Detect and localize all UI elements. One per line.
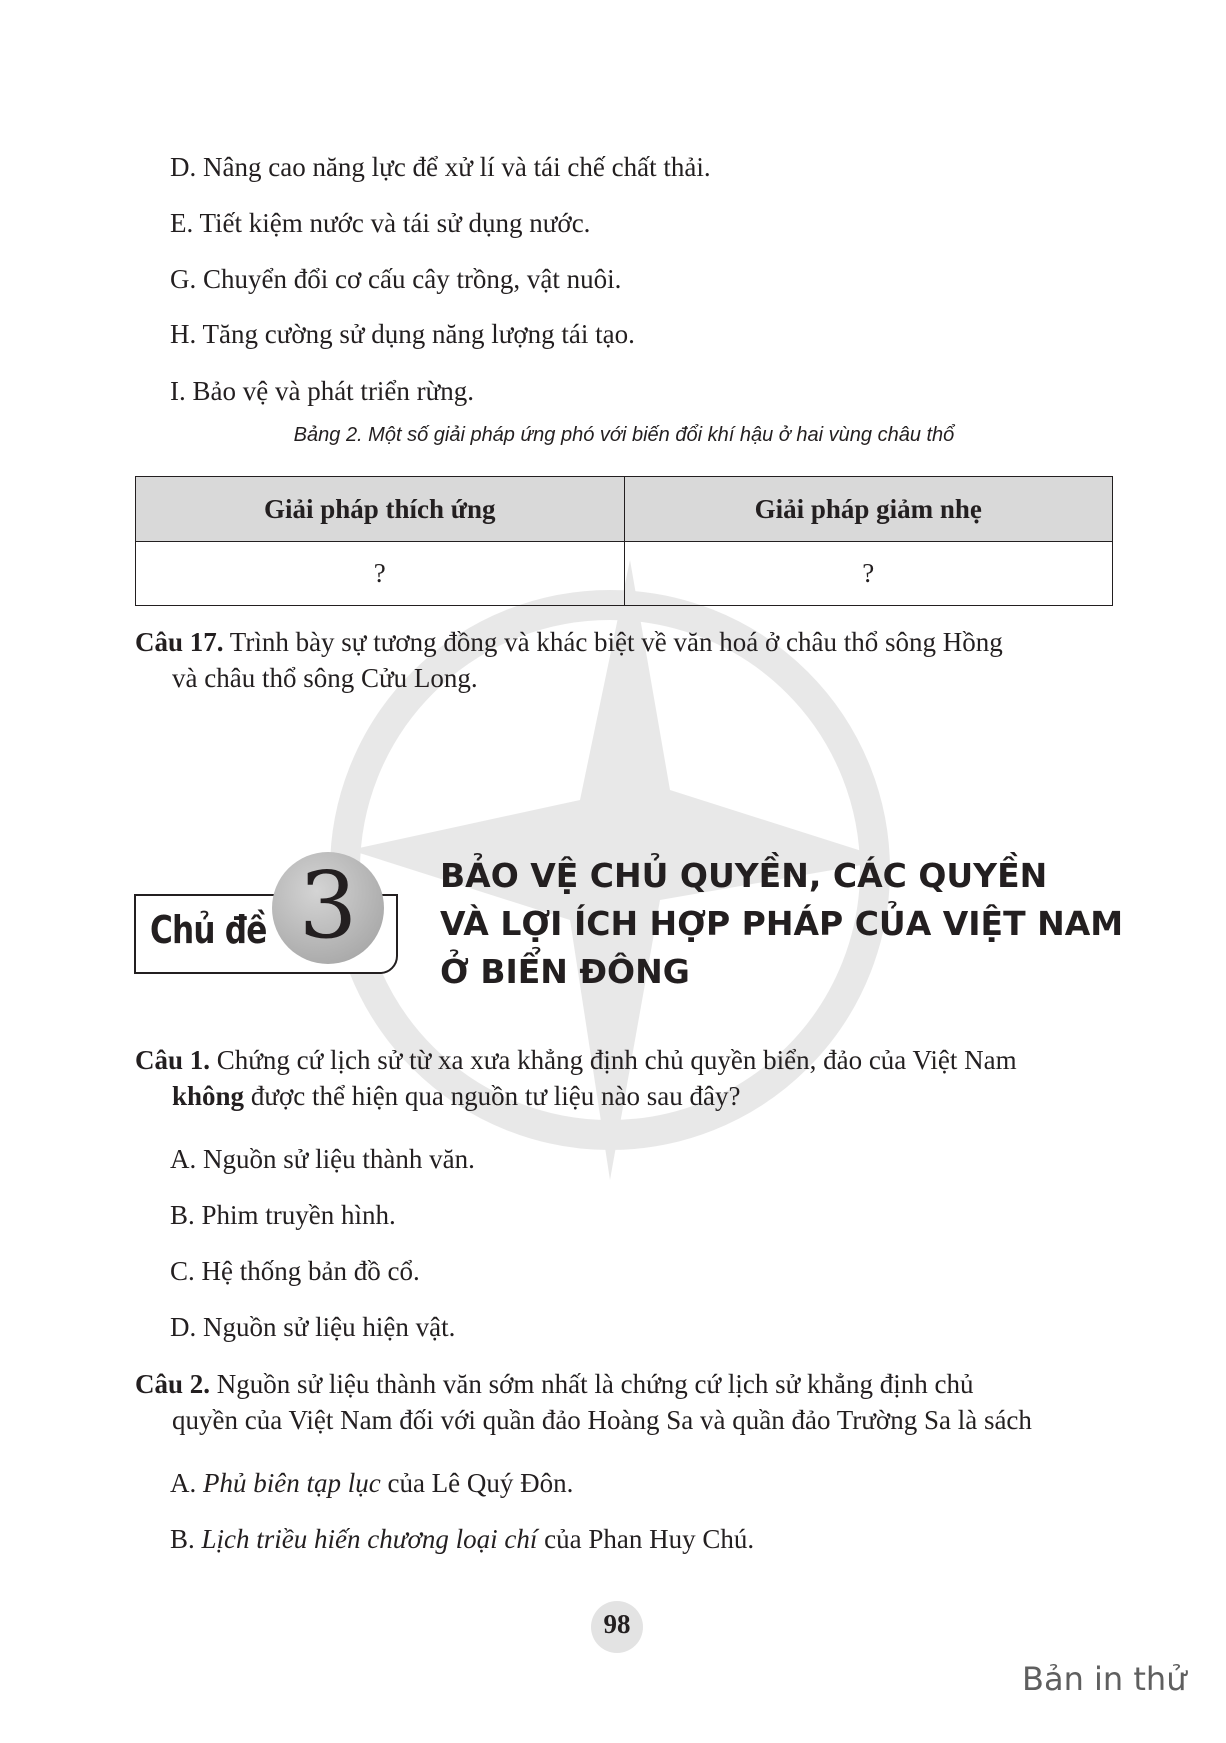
topic-number: 3 [298, 852, 358, 959]
topic-title-line: VÀ LỢI ÍCH HỢP PHÁP CỦA VIỆT NAM [440, 904, 1124, 943]
table-caption: Bảng 2. Một số giải pháp ứng phó với biến đổi khí hậu ở hai vùng châu thổ [293, 424, 955, 446]
option-text: của Phan Huy Chú. [537, 1524, 755, 1554]
option-letter: B. [170, 1524, 202, 1554]
table-header: Giải pháp giảm nhẹ [624, 477, 1113, 542]
question-2 [135, 1366, 1113, 1438]
option-line: B. Phim truyền hình. [170, 1200, 396, 1230]
option-line: I. Bảo vệ và phát triển rừng. [170, 376, 475, 406]
option-line: G. Chuyển đổi cơ cấu cây trồng, vật nuôi. [170, 264, 622, 294]
option-letter: A. [170, 1468, 203, 1498]
option-line [170, 1465, 573, 1501]
option-line: C. Hệ thống bản đồ cổ. [170, 1256, 420, 1286]
option-line [170, 1521, 754, 1557]
option-line: E. Tiết kiệm nước và tái sử dụng nước. [170, 208, 591, 238]
table-cell: ? [136, 542, 625, 606]
question-label: Câu 17. [135, 627, 224, 657]
question-label: Câu 1. [135, 1045, 211, 1075]
question-17 [135, 624, 1113, 696]
book-title: Phủ biên tạp lục [203, 1468, 381, 1498]
question-text: và châu thổ sông Cửu Long. [172, 663, 478, 693]
topic-title [440, 852, 1123, 996]
topic-label: Chủ đề [150, 908, 267, 952]
question-text: quyền của Việt Nam đối với quần đảo Hoàng Sa và quần đảo Trường Sa là sách [172, 1405, 1032, 1435]
table-cell: ? [624, 542, 1113, 606]
question-1 [135, 1042, 1113, 1114]
option-line: D. Nâng cao năng lực để xử lí và tái chế chất thải. [170, 152, 711, 182]
topic-title-line: Ở BIỂN ĐÔNG [440, 952, 690, 991]
question-label: Câu 2. [135, 1369, 211, 1399]
solutions-table [135, 476, 1113, 606]
page-number: 98 [603, 1609, 631, 1639]
emphasis-word: không [172, 1081, 245, 1111]
question-text: Nguồn sử liệu thành văn sớm nhất là chứng cứ lịch sử khẳng định chủ [210, 1369, 974, 1399]
option-line: D. Nguồn sử liệu hiện vật. [170, 1312, 456, 1342]
question-text: Chứng cứ lịch sử từ xa xưa khẳng định chủ quyền biển, đảo của Việt Nam [210, 1045, 1017, 1075]
option-line: A. Nguồn sử liệu thành văn. [170, 1144, 475, 1174]
option-text: của Lê Quý Đôn. [380, 1468, 574, 1498]
question-text: được thể hiện qua nguồn tư liệu nào sau đây? [244, 1081, 741, 1111]
question-text: Trình bày sự tương đồng và khác biệt về văn hoá ở châu thổ sông Hồng [223, 627, 1003, 657]
draft-label: Bản in thử [1022, 1660, 1187, 1698]
option-line: H. Tăng cường sử dụng năng lượng tái tạo. [170, 319, 635, 349]
table-header: Giải pháp thích ứng [136, 477, 625, 542]
book-title: Lịch triều hiến chương loại chí [201, 1524, 538, 1554]
topic-title-line: BẢO VỆ CHỦ QUYỀN, CÁC QUYỀN [440, 856, 1048, 895]
